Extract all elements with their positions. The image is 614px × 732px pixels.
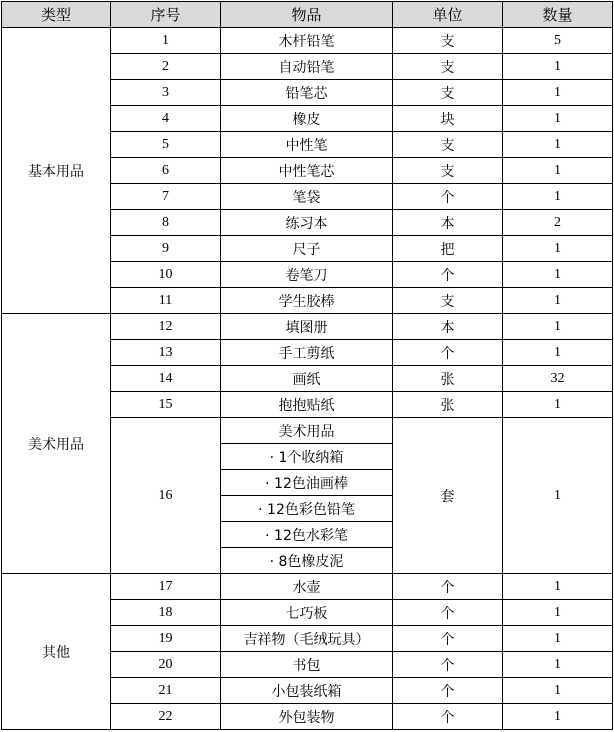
item-cell: 小包装纸箱 [221,678,393,704]
quantity-cell: 1 [503,106,613,132]
item-cell: 填图册 [221,314,393,340]
item-cell: 外包装物 [221,704,393,730]
set-item-cell: · 12色油画棒 [221,470,393,496]
number-cell: 5 [111,132,221,158]
quantity-cell: 1 [503,392,613,418]
item-cell: 练习本 [221,210,393,236]
unit-cell: 把 [393,236,503,262]
quantity-cell: 1 [503,704,613,730]
number-cell: 11 [111,288,221,314]
quantity-cell: 1 [503,600,613,626]
quantity-cell: 5 [503,28,613,54]
item-cell: 卷笔刀 [221,262,393,288]
unit-cell: 个 [393,652,503,678]
quantity-cell: 1 [503,626,613,652]
item-cell: 铅笔芯 [221,80,393,106]
header-unit: 单位 [393,2,503,28]
unit-cell: 个 [393,184,503,210]
quantity-cell: 1 [503,288,613,314]
unit-cell: 个 [393,678,503,704]
number-cell: 7 [111,184,221,210]
set-item-cell: · 12色彩色铅笔 [221,496,393,522]
quantity-cell: 1 [503,652,613,678]
quantity-cell: 2 [503,210,613,236]
unit-cell: 支 [393,132,503,158]
unit-cell: 个 [393,262,503,288]
number-cell: 21 [111,678,221,704]
unit-cell: 支 [393,288,503,314]
table-body [2,28,613,730]
unit-cell: 本 [393,210,503,236]
number-cell: 14 [111,366,221,392]
unit-cell: 支 [393,80,503,106]
number-cell: 17 [111,574,221,600]
header-type: 类型 [2,2,111,28]
set-item-cell: · 1个收纳箱 [221,444,393,470]
quantity-cell: 32 [503,366,613,392]
item-cell: 学生胶棒 [221,288,393,314]
quantity-cell: 1 [503,236,613,262]
unit-cell: 张 [393,392,503,418]
unit-cell: 支 [393,54,503,80]
table-row [2,28,613,54]
unit-cell: 支 [393,28,503,54]
number-cell: 19 [111,626,221,652]
number-cell: 2 [111,54,221,80]
quantity-cell: 1 [503,340,613,366]
quantity-cell: 1 [503,54,613,80]
header-quantity: 数量 [503,2,613,28]
number-cell: 8 [111,210,221,236]
number-cell: 18 [111,600,221,626]
quantity-cell: 1 [503,132,613,158]
number-cell: 20 [111,652,221,678]
item-cell: 书包 [221,652,393,678]
number-cell: 12 [111,314,221,340]
header-item: 物品 [221,2,393,28]
number-cell: 4 [111,106,221,132]
number-cell: 13 [111,340,221,366]
quantity-cell: 1 [503,262,613,288]
category-cell: 其他 [2,574,111,730]
quantity-cell: 1 [503,418,613,574]
number-cell: 6 [111,158,221,184]
set-item-cell: · 12色水彩笔 [221,522,393,548]
supplies-table [1,1,613,730]
item-cell: 画纸 [221,366,393,392]
set-item-cell: · 8色橡皮泥 [221,548,393,574]
item-cell: 木杆铅笔 [221,28,393,54]
item-cell: 抱抱贴纸 [221,392,393,418]
unit-cell: 块 [393,106,503,132]
unit-cell: 支 [393,158,503,184]
number-cell: 9 [111,236,221,262]
quantity-cell: 1 [503,314,613,340]
quantity-cell: 1 [503,184,613,210]
unit-cell: 个 [393,574,503,600]
category-cell: 基本用品 [2,28,111,314]
unit-cell: 个 [393,626,503,652]
item-cell: 七巧板 [221,600,393,626]
item-cell: 中性笔 [221,132,393,158]
header-number: 序号 [111,2,221,28]
table-row [2,314,613,340]
item-cell: 水壶 [221,574,393,600]
item-cell: 自动铅笔 [221,54,393,80]
header-row [2,2,613,28]
item-cell: 手工剪纸 [221,340,393,366]
set-item-cell: 美术用品 [221,418,393,444]
unit-cell: 本 [393,314,503,340]
quantity-cell: 1 [503,574,613,600]
number-cell: 22 [111,704,221,730]
quantity-cell: 1 [503,158,613,184]
unit-cell: 张 [393,366,503,392]
quantity-cell: 1 [503,678,613,704]
unit-cell: 个 [393,704,503,730]
item-cell: 笔袋 [221,184,393,210]
number-cell: 1 [111,28,221,54]
unit-cell: 个 [393,600,503,626]
item-cell: 吉祥物（毛绒玩具） [221,626,393,652]
unit-cell: 个 [393,340,503,366]
number-cell: 3 [111,80,221,106]
number-cell: 10 [111,262,221,288]
unit-cell: 套 [393,418,503,574]
item-cell: 中性笔芯 [221,158,393,184]
item-cell: 橡皮 [221,106,393,132]
category-cell: 美术用品 [2,314,111,574]
table-row [2,574,613,600]
number-cell: 15 [111,392,221,418]
number-cell: 16 [111,418,221,574]
quantity-cell: 1 [503,80,613,106]
item-cell: 尺子 [221,236,393,262]
